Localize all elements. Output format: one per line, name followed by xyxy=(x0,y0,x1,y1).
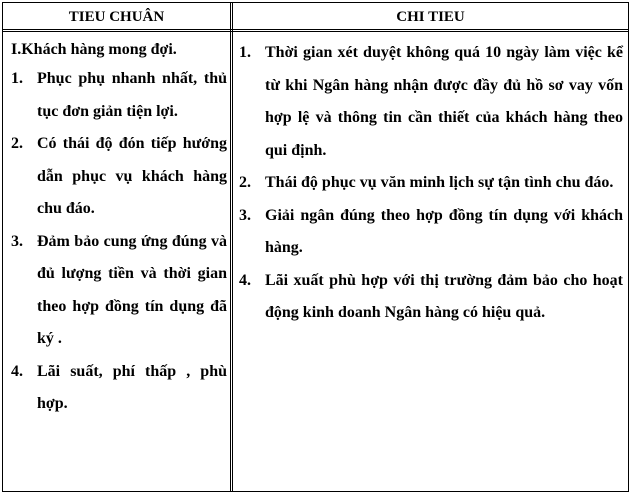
item-text: Giải ngân đúng theo hợp đồng tín dụng với khách hàng. xyxy=(265,206,623,256)
target-item xyxy=(239,200,623,265)
standards-table xyxy=(2,2,629,492)
item-text: Đảm bảo cung ứng đúng và đủ lượng tiền và thời gian theo hợp đồng tín dụng đã ký . xyxy=(37,232,227,347)
header-divider xyxy=(3,29,628,32)
item-number: 4. xyxy=(11,362,23,380)
standard-item xyxy=(11,128,227,226)
standard-item xyxy=(11,63,227,128)
item-text: Thời gian xét duyệt không quá 10 ngày làm việc kể từ khi Ngân hàng nhận được đầy đủ hồ sơ vay vốn hợp lệ và thông tin cần thiết của khách hàng theo qui định. xyxy=(265,44,623,159)
item-text: Có thái độ đón tiếp hướng dẫn phục vụ khách hàng chu đáo. xyxy=(37,135,227,217)
target-item xyxy=(239,167,623,200)
section-title: I.Khách hàng mong đợi. xyxy=(11,41,177,58)
item-number: 4. xyxy=(239,271,251,289)
item-text: Thái độ phục vụ văn minh lịch sự tận tình chu đáo. xyxy=(265,174,614,191)
item-number: 3. xyxy=(11,232,23,250)
item-number: 3. xyxy=(239,206,251,224)
column-divider xyxy=(230,3,233,491)
standard-item xyxy=(11,226,227,356)
target-item xyxy=(239,265,623,330)
item-number: 1. xyxy=(11,70,23,87)
item-number: 2. xyxy=(11,135,23,152)
targets-list xyxy=(239,37,623,330)
header-targets: CHI TIEU xyxy=(396,9,465,25)
standard-item xyxy=(11,356,227,421)
targets-cell xyxy=(239,37,623,330)
standards-cell xyxy=(11,37,227,421)
standards-list xyxy=(11,63,227,421)
target-item xyxy=(239,37,623,167)
header-standards: TIEU CHUÂN xyxy=(68,9,165,25)
item-number: 1. xyxy=(239,44,251,61)
item-text: Phục phụ nhanh nhất, thủ tục đơn giản tiện lợi. xyxy=(37,70,227,120)
item-number: 2. xyxy=(239,174,251,191)
item-text: Lãi suất, phí thấp , phù hợp. xyxy=(37,362,227,412)
item-text: Lãi xuất phù hợp với thị trường đảm bảo cho hoạt động kinh doanh Ngân hàng có hiệu quả. xyxy=(265,271,623,321)
